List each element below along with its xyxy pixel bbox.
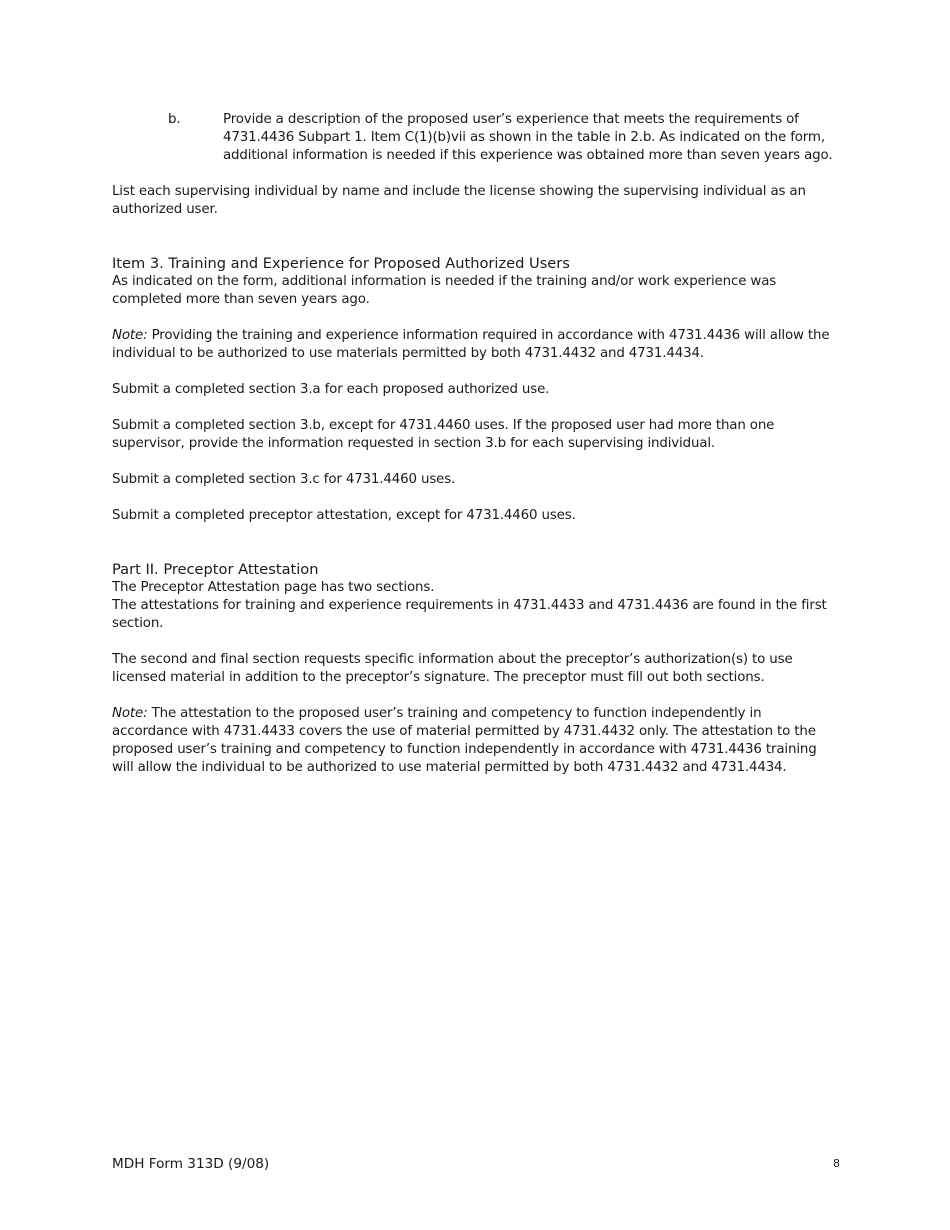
footer-form-id: MDH Form 313D (9/08) [112, 1156, 270, 1172]
note-label: Note: [112, 328, 148, 343]
submit-3a-paragraph: Submit a completed section 3.a for each proposed authorized use. [112, 382, 550, 397]
part2-second-section: The second and final section requests specific information about the preceptor’s authorization(s) to use licensed material in addition to the preceptor’s signature. The preceptor must fill out both sections. [112, 652, 793, 685]
submit-3b-paragraph: Submit a completed section 3.b, except for 4731.4460 uses. If the proposed user had more than one supervisor, provide the information requested in section 3.b for each supervising individual. [112, 418, 775, 451]
supervisors-paragraph: List each supervising individual by name and include the license showing the supervising individual as an authorized user. [112, 184, 806, 217]
submit-preceptor-paragraph: Submit a completed preceptor attestation, except for 4731.4460 uses. [112, 508, 576, 523]
part2-heading: Part II. Preceptor Attestation [112, 561, 319, 578]
list-item-b [112, 111, 840, 165]
part2-note [112, 705, 840, 777]
part2-line1: The Preceptor Attestation page has two sections. [112, 580, 435, 595]
item3-heading: Item 3. Training and Experience for Proposed Authorized Users [112, 255, 570, 272]
list-item-text: Provide a description of the proposed user’s experience that meets the requirements of 4731.4436 Subpart 1. Item C(1)(b)vii as shown in the table in 2.b. As indicated on the form, additional information is needed if this experience was obtained more than seven years ago. [223, 112, 833, 163]
page-number: 8 [833, 1157, 840, 1170]
item3-intro: As indicated on the form, additional information is needed if the training and/or work experience was completed more than seven years ago. [112, 274, 777, 307]
submit-3c-paragraph: Submit a completed section 3.c for 4731.4460 uses. [112, 472, 456, 487]
note-text: Providing the training and experience information required in accordance with 4731.4436 will allow the individual to be authorized to use materials permitted by both 4731.4432 and 4731.4434. [112, 328, 830, 361]
item3-note [112, 327, 840, 363]
list-marker: b. [168, 112, 181, 127]
page-content [112, 111, 840, 795]
note-label: Note: [112, 706, 148, 721]
part2-line2: The attestations for training and experience requirements in 4731.4433 and 4731.4436 are found in the first section. [112, 598, 827, 631]
note-text: The attestation to the proposed user’s training and competency to function independently in accordance with 4731.4433 covers the use of material permitted by 4731.4432 only. The attestation to the proposed user’s training and competency to function independently in accordance with 4731.4436 training will allow the individual to be authorized to use material permitted by both 4731.4432 and 4731.4434. [112, 706, 817, 775]
